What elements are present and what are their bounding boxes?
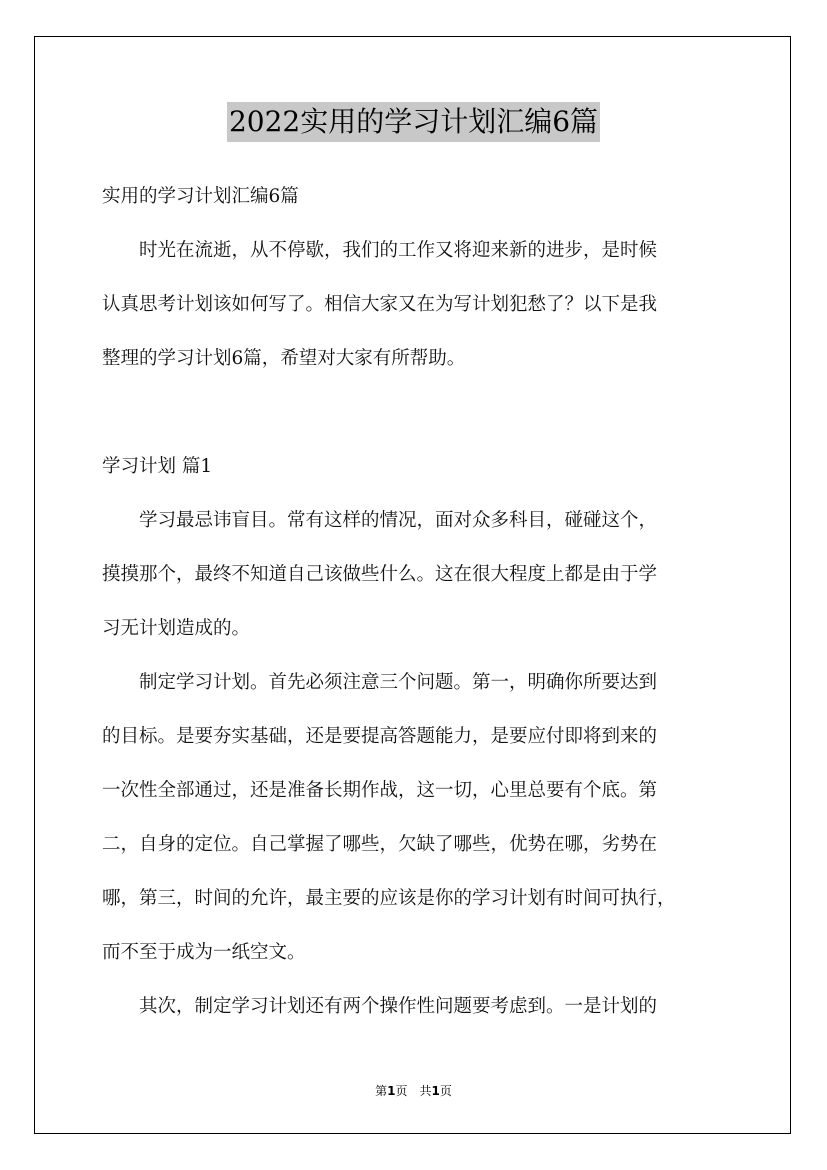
spacer (102, 386, 726, 440)
intro-line-1: 时光在流逝，从不停歇，我们的工作又将迎来新的进步，是时候 (139, 240, 658, 261)
document-subtitle: 实用的学习计划汇编6篇 (102, 186, 299, 207)
paragraph3-line-1: 其次，制定学习计划还有两个操作性问题要考虑到。一是计划的 (139, 996, 658, 1017)
page-footer (0, 1082, 827, 1099)
paragraph2-line-6: 而不至于成为一纸空文。 (102, 942, 306, 963)
paragraph2-line-4: 二，自身的定位。自己掌握了哪些，欠缺了哪些，优势在哪，劣势在 (102, 834, 658, 855)
title-container (0, 102, 827, 142)
section-heading: 学习计划 篇1 (102, 456, 213, 477)
intro-line-2: 认真思考计划该如何写了。相信大家又在为写计划犯愁了？以下是我 (102, 294, 658, 315)
paragraph1-line-3: 习无计划造成的。 (102, 618, 251, 639)
paragraph1-line-2: 摸摸那个，最终不知道自己该做些什么。这在很大程度上都是由于学 (102, 564, 658, 585)
paragraph2-line-5: 哪，第三，时间的允许，最主要的应该是你的学习计划有时间可执行， (102, 888, 676, 909)
paragraph2-line-2: 的目标。是要夯实基础，还是要提高答题能力，是要应付即将到来的 (102, 726, 658, 747)
footer-suffix: 页 (439, 1084, 452, 1098)
footer-page-current: 1 (387, 1084, 396, 1098)
footer-page-total: 1 (431, 1084, 440, 1098)
intro-line-3: 整理的学习计划6篇，希望对大家有所帮助。 (102, 348, 466, 369)
paragraph1-line-1: 学习最忌讳盲目。常有这样的情况，面对众多科目，碰碰这个， (139, 510, 658, 531)
footer-prefix: 第 (375, 1084, 388, 1098)
document-title: 2022实用的学习计划汇编6篇 (227, 102, 600, 142)
footer-mid: 页 共 (395, 1084, 432, 1098)
paragraph2-line-3: 一次性全部通过，还是准备长期作战，这一切，心里总要有个底。第 (102, 780, 658, 801)
document-body (102, 170, 726, 1034)
paragraph2-line-1: 制定学习计划。首先必须注意三个问题。第一，明确你所要达到 (139, 672, 658, 693)
